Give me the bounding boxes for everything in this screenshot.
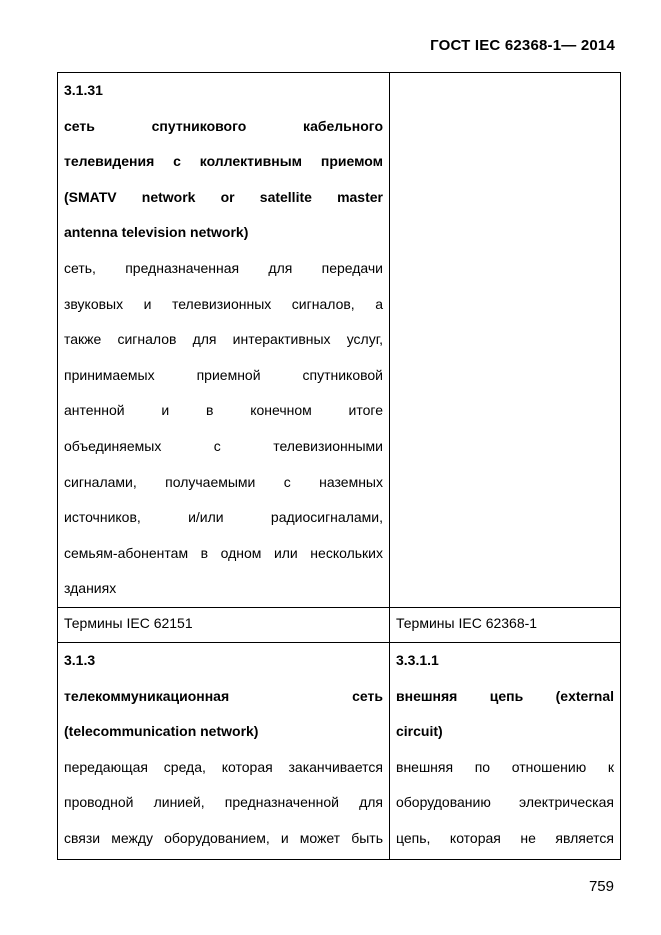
term-line: сеть спутникового кабельного: [64, 117, 383, 134]
definition-line: также сигналов для интерактивных услуг,: [64, 331, 383, 348]
definition-line: зданиях: [64, 580, 117, 597]
table-row: [58, 642, 621, 859]
entry-3-3-1-1: [390, 642, 621, 859]
term-line: телевидения с коллективным приемом: [64, 153, 383, 170]
table-row: [58, 73, 621, 608]
entry-3-1-3: [58, 642, 390, 859]
document-header: ГОСТ IEC 62368-1— 2014: [430, 37, 615, 54]
entry-number: 3.1.31: [64, 82, 103, 98]
column-header-right: Термины IEC 62368-1: [390, 607, 621, 642]
page-number: 759: [588, 878, 614, 895]
definition-line: сеть, предназначенная для передачи: [64, 259, 383, 276]
definition-line: звуковых и телевизионных сигналов, а: [64, 295, 383, 312]
table-row: [58, 607, 621, 642]
definition-line: объединяемых с телевизионными: [64, 437, 383, 454]
definition-line: цепь, которая не является: [396, 829, 614, 846]
term-line: внешняя цепь (external: [396, 687, 614, 704]
entry-number: 3.3.1.1: [396, 651, 439, 668]
definition-line: принимаемых приемной спутниковой: [64, 366, 383, 383]
column-header-left: Термины IEC 62151: [58, 607, 390, 642]
entry-3-1-31: [58, 73, 390, 608]
definition-line: семьям-абонентам в одном или нескольких: [64, 544, 383, 561]
definition-line: сигналами, получаемыми с наземных: [64, 473, 383, 490]
definition-line: связи между оборудованием, и может быть: [64, 829, 383, 846]
empty-cell: [390, 73, 621, 608]
terms-table: [57, 72, 621, 860]
definition-line: проводной линией, предназначенной для: [64, 794, 383, 811]
term-line: (telecommunication network): [64, 723, 259, 740]
definition-line: внешняя по отношению к: [396, 758, 614, 775]
definition-line: источников, и/или радиосигналами,: [64, 509, 383, 526]
entry-number: 3.1.3: [64, 651, 96, 668]
definition-line: передающая среда, которая заканчивается: [64, 758, 383, 775]
term-line: (SMATV network or satellite master: [64, 188, 383, 205]
term-line: телекоммуникационная сеть: [64, 687, 383, 704]
term-line: antenna television network): [64, 224, 249, 241]
definition-line: оборудованию электрическая: [396, 794, 614, 811]
definition-line: антенной и в конечном итоге: [64, 402, 383, 419]
term-line: circuit): [396, 723, 443, 740]
